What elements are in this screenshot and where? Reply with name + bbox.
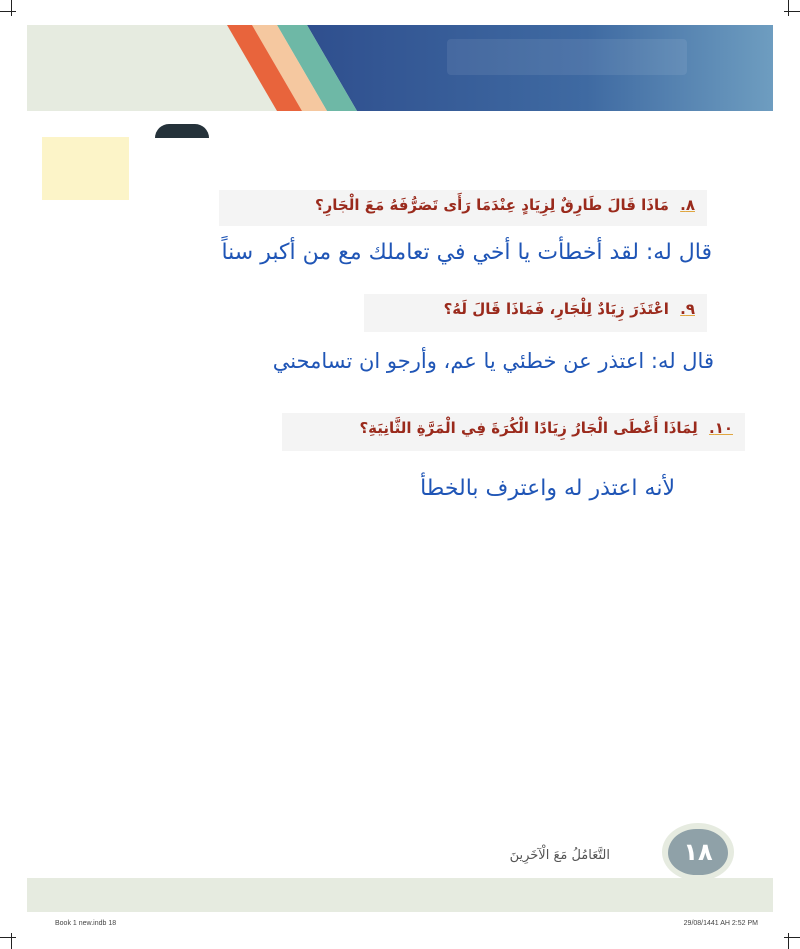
crop-mark — [784, 937, 800, 938]
question-number: ٨. — [680, 196, 695, 214]
question-text: اعْتَذَرَ زِيَادٌ لِلْجَارِ، فَمَاذَا قَالَ لَهُ؟ — [443, 300, 669, 318]
crop-mark — [11, 0, 12, 16]
page-number-badge: ١٨ — [668, 829, 728, 875]
answer-10: لأنه اعتذر له واعترف بالخطأ — [420, 476, 675, 501]
question-10 — [282, 413, 745, 451]
answer-8: قال له: لقد أخطأت يا أخي في تعاملك مع من أكبر سناً — [221, 240, 712, 265]
page-footer-band — [27, 878, 773, 912]
question-number: ٩. — [680, 300, 695, 318]
answer-9: قال له: اعتذر عن خطئي يا عم، وأرجو ان تسامحني — [272, 349, 714, 373]
question-text: مَاذَا قَالَ طَارِقٌ لِزِيَادٍ عِنْدَمَا رَأَى تَصَرُّفَهُ مَعَ الْجَارِ؟ — [314, 196, 669, 214]
crop-mark — [788, 933, 789, 949]
question-9 — [364, 294, 707, 332]
crop-mark — [784, 11, 800, 12]
crop-mark — [11, 933, 12, 949]
print-info-right: 29/08/1441 AH 2:52 PM — [683, 920, 758, 927]
question-text: لِمَاذَا أَعْطَى الْجَارُ زِيَادًا الْكُرَةَ فِي الْمَرَّةِ الثَّانِيَةِ؟ — [359, 419, 698, 437]
crop-mark — [788, 0, 789, 16]
crop-mark — [0, 937, 16, 938]
page-header-band — [27, 25, 773, 111]
print-info-left: Book 1 new.indb 18 — [55, 920, 117, 927]
question-number: ١٠. — [708, 419, 733, 437]
question-8 — [219, 190, 707, 226]
header-stripes-graphic — [27, 25, 773, 111]
chapter-title: التَّعَامُلُ مَعَ الْآخَرِينَ — [509, 848, 610, 863]
decorative-tab — [155, 124, 209, 138]
decorative-box — [42, 137, 129, 200]
crop-mark — [0, 11, 16, 12]
